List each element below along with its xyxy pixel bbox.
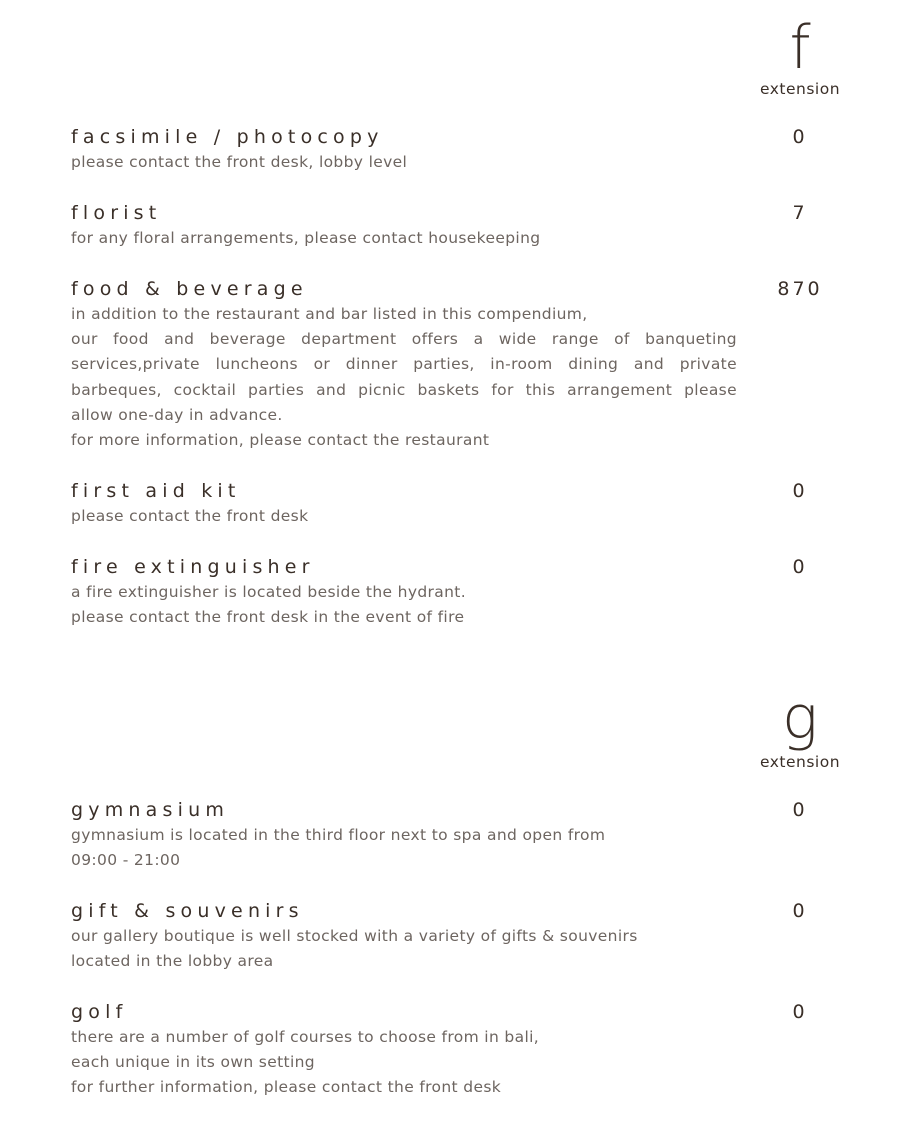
entry-florist — [71, 200, 737, 251]
entry-description — [71, 823, 737, 873]
entry-gift-souvenirs — [71, 898, 737, 974]
entry-title: gift & souvenirs — [71, 900, 304, 922]
entry-title: golf — [71, 1001, 128, 1023]
entry-first-aid-kit — [71, 478, 737, 529]
entry-description — [71, 226, 737, 251]
entry-title: gymnasium — [71, 799, 230, 821]
entry-description — [71, 1025, 737, 1101]
entry-title: florist — [71, 202, 162, 224]
description-line: please contact the front desk in the event of fire — [71, 608, 465, 627]
description-line: allow one-day in advance. — [71, 405, 283, 424]
description-line: for more information, please contact the restaurant — [71, 431, 490, 450]
entry-gymnasium — [71, 797, 737, 873]
description-line: services,private luncheons or dinner parties, in-room dining and private — [71, 355, 737, 374]
description-line: there are a number of golf courses to choose from in bali, — [71, 1028, 540, 1046]
description-line: our gallery boutique is well stocked with a variety of gifts & souvenirs — [71, 927, 638, 945]
extension-number: 0 — [792, 799, 808, 821]
entry-facsimile-photocopy — [71, 124, 737, 175]
entry-title: facsimile / photocopy — [71, 126, 384, 148]
extension-number: 0 — [792, 1001, 808, 1023]
entry-food-beverage — [71, 276, 737, 453]
entry-description — [71, 580, 737, 630]
extension-number: 0 — [792, 556, 808, 578]
extension-number: 870 — [777, 278, 823, 300]
entry-title: food & beverage — [71, 278, 308, 300]
extension-number: 7 — [792, 202, 808, 224]
entry-description — [71, 150, 737, 175]
section-letter-f: f — [789, 13, 811, 83]
extension-number: 0 — [792, 480, 808, 502]
description-line: each unique in its own setting — [71, 1053, 315, 1072]
description-line: located in the lobby area — [71, 952, 274, 971]
entry-title: first aid kit — [71, 480, 241, 502]
section-letter-g: g — [781, 683, 818, 753]
description-line: please contact the front desk, lobby level — [71, 153, 408, 171]
entry-description — [71, 504, 737, 529]
extension-number: 0 — [792, 126, 808, 148]
section-f-extension-label: extension — [759, 80, 841, 98]
entry-description — [71, 924, 737, 974]
section-g-extension-label: extension — [759, 753, 841, 771]
description-line: 09:00 - 21:00 — [71, 851, 181, 870]
description-line: our food and beverage department offers a wide range of banqueting — [71, 330, 737, 349]
description-line: a fire extinguisher is located beside the hydrant. — [71, 583, 466, 601]
description-line: please contact the front desk — [71, 507, 309, 525]
description-line: barbeques, cocktail parties and picnic baskets for this arrangement please — [71, 380, 737, 399]
description-line: for further information, please contact the front desk — [71, 1078, 502, 1097]
description-line: in addition to the restaurant and bar listed in this compendium, — [71, 305, 588, 323]
entry-golf — [71, 999, 737, 1101]
description-line: gymnasium is located in the third floor next to spa and open from — [71, 826, 606, 844]
extension-number: 0 — [792, 900, 808, 922]
entry-fire-extinguisher — [71, 554, 737, 630]
description-line: for any floral arrangements, please contact housekeeping — [71, 229, 541, 247]
entry-description — [71, 302, 737, 453]
entry-title: fire extinguisher — [71, 556, 315, 578]
